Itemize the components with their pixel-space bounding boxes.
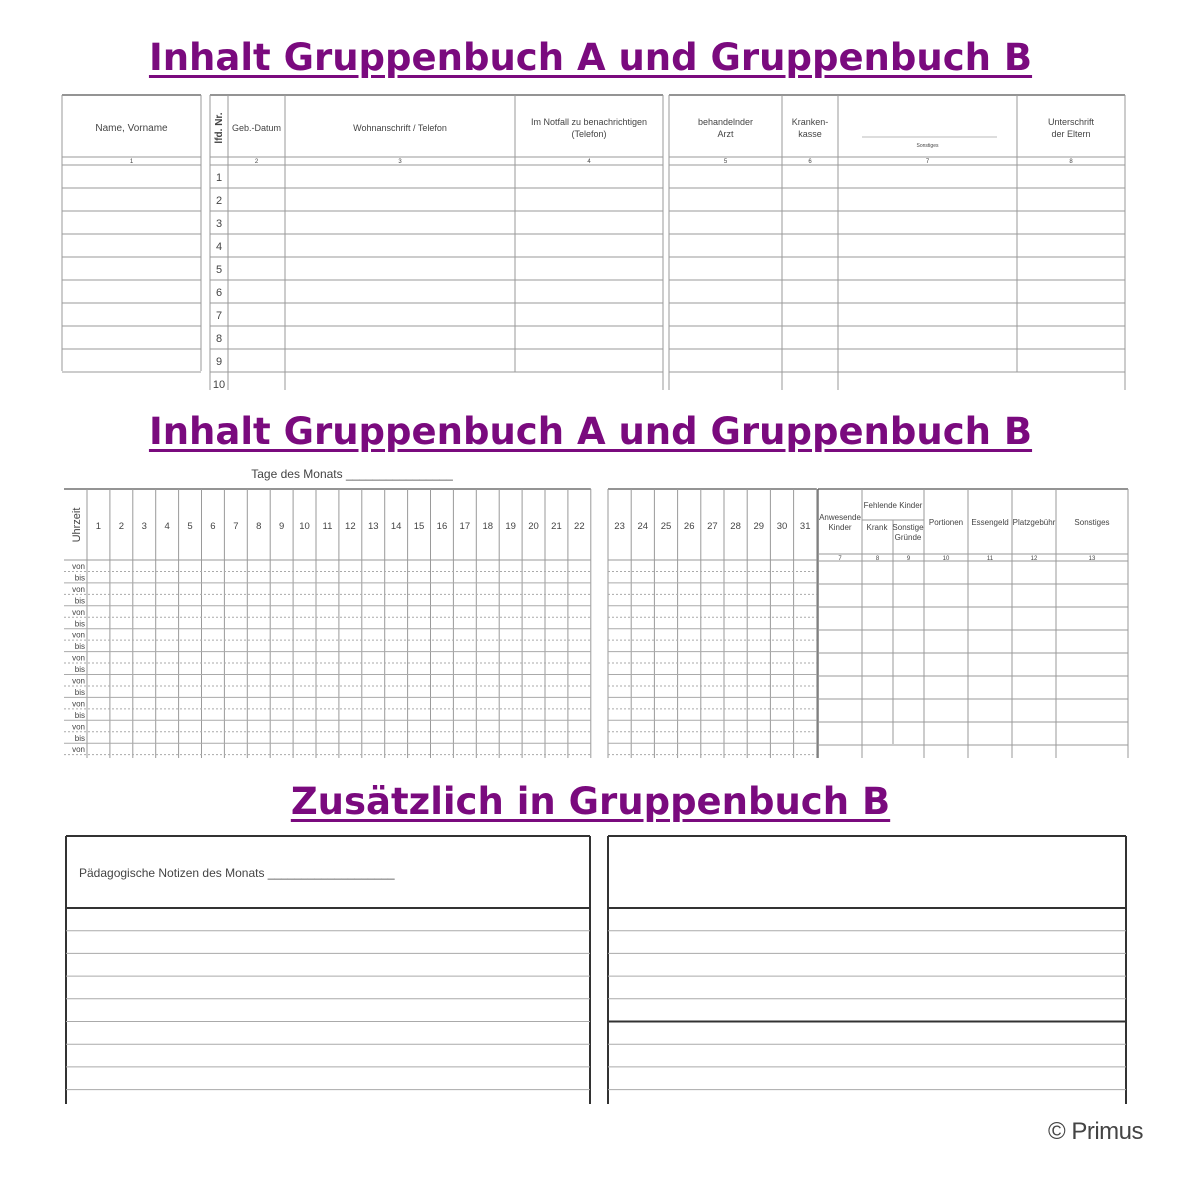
col-lfd-header: lfd. Nr.: [214, 112, 225, 144]
day-number: 26: [683, 521, 695, 532]
platzgebuehr-header: Platzgebühr: [1012, 518, 1056, 527]
row-number: 3: [215, 218, 223, 230]
row-number: 8: [215, 333, 223, 345]
col-number: 6: [808, 159, 812, 165]
copyright-notice: © Primus: [1047, 1118, 1143, 1145]
day-number: 13: [367, 521, 379, 532]
sonstige-header: Gründe: [894, 533, 922, 542]
sonstige-header: Sonstige: [892, 523, 924, 532]
von-bis-label: von: [72, 745, 85, 755]
day-number: 12: [345, 521, 356, 532]
day-number: 10: [299, 521, 310, 532]
day-number: 31: [799, 521, 811, 532]
von-bis-label: von: [72, 699, 85, 709]
day-number: 24: [637, 521, 649, 532]
col-wohn-header: Wohnanschrift / Telefon: [353, 123, 447, 133]
von-bis-label: bis: [74, 573, 85, 583]
day-number: 22: [574, 521, 585, 532]
day-number: 28: [730, 521, 741, 532]
day-number: 11: [322, 521, 333, 532]
day-number: 20: [528, 521, 539, 532]
day-number: 29: [753, 521, 765, 532]
day-number: 23: [614, 521, 625, 532]
von-bis-label: bis: [74, 733, 85, 743]
day-number: 6: [210, 521, 216, 532]
day-number: 17: [459, 521, 471, 532]
day-number: 19: [505, 521, 516, 532]
col-number: 5: [723, 159, 728, 165]
day-number: 18: [482, 521, 494, 532]
von-bis-label: bis: [74, 687, 85, 697]
col-number: 8: [1069, 159, 1073, 165]
col-number: 10: [942, 556, 950, 562]
col-notfall-header: (Telefon): [571, 129, 607, 139]
krank-header: Krank: [866, 523, 888, 532]
day-number: 4: [164, 521, 170, 532]
anwesende-header: Kinder: [828, 523, 852, 532]
col-notfall-header: Im Notfall zu benachrichtigen: [530, 117, 648, 127]
day-number: 25: [660, 521, 672, 532]
col-geb-header: Geb.-Datum: [231, 123, 282, 133]
row-number: 9: [215, 356, 223, 368]
section-3-heading: Zusätzlich in Gruppenbuch B: [290, 780, 891, 823]
day-number: 21: [551, 521, 562, 532]
col-arzt-header: behandelnder: [697, 117, 754, 127]
row-number: 5: [215, 264, 223, 276]
row-number: 7: [215, 310, 223, 322]
contact-list-form: [62, 95, 1125, 391]
notes-form: [66, 836, 1126, 1104]
von-bis-label: bis: [74, 619, 85, 629]
row-number: 4: [215, 241, 223, 253]
day-number: 30: [776, 521, 788, 532]
section-2-heading: Inhalt Gruppenbuch A und Gruppenbuch B: [148, 410, 1033, 453]
day-number: 15: [413, 521, 425, 532]
section-1-heading: Inhalt Gruppenbuch A und Gruppenbuch B: [148, 36, 1033, 79]
von-bis-label: von: [72, 653, 85, 663]
col-sonstiges-header: Sonstiges: [916, 143, 939, 149]
col-number: 7: [838, 556, 842, 562]
col-unterschrift-header: der Eltern: [1051, 129, 1091, 139]
notes-label: Pädagogische Notizen des Monats ___________________: [79, 866, 395, 880]
col-kasse-header: kasse: [798, 129, 822, 139]
day-number: 2: [118, 521, 124, 532]
day-number: 3: [141, 521, 147, 532]
day-number: 7: [233, 521, 239, 532]
von-bis-label: von: [72, 722, 85, 732]
col-number: 8: [875, 556, 880, 562]
von-bis-label: von: [72, 607, 85, 617]
sonstiges-header: Sonstiges: [1074, 518, 1110, 527]
col-number: 11: [986, 556, 994, 562]
row-number: 10: [212, 379, 226, 391]
col-unterschrift-header: Unterschrift: [1047, 117, 1095, 127]
col-number: 1: [129, 159, 134, 165]
row-number: 6: [215, 287, 223, 299]
von-bis-label: bis: [74, 665, 85, 675]
uhrzeit-header: Uhrzeit: [71, 507, 83, 543]
col-number: 4: [587, 159, 591, 165]
col-number: 12: [1030, 556, 1038, 562]
col-name-header: Name, Vorname: [95, 123, 168, 134]
day-number: 16: [436, 521, 448, 532]
day-number: 9: [279, 521, 285, 532]
von-bis-label: von: [72, 676, 85, 686]
essengeld-header: Essengeld: [971, 518, 1009, 527]
day-number: 14: [390, 521, 402, 532]
day-number: 8: [256, 521, 262, 532]
col-number: 9: [906, 556, 911, 562]
row-number: 1: [215, 172, 223, 184]
von-bis-label: von: [72, 630, 85, 640]
day-number: 1: [95, 521, 102, 532]
von-bis-label: bis: [74, 642, 85, 652]
von-bis-label: von: [72, 584, 85, 594]
col-number: 3: [398, 159, 402, 165]
fehlende-header: Fehlende Kinder: [863, 501, 923, 510]
portionen-header: Portionen: [928, 518, 964, 527]
von-bis-label: bis: [74, 710, 85, 720]
attendance-form: [64, 467, 1128, 758]
anwesende-header: Anwesende: [819, 513, 861, 522]
row-number: 2: [215, 195, 223, 207]
tage-des-monats-label: Tage des Monats ________________: [251, 467, 453, 481]
col-number: 7: [925, 159, 930, 165]
day-number: 27: [707, 521, 718, 532]
von-bis-label: bis: [74, 596, 85, 606]
col-number: 13: [1088, 556, 1096, 562]
col-number: 2: [254, 159, 259, 165]
von-bis-label: von: [72, 562, 85, 571]
col-arzt-header: Arzt: [717, 129, 734, 139]
day-number: 5: [187, 521, 193, 532]
col-kasse-header: Kranken-: [791, 117, 829, 127]
